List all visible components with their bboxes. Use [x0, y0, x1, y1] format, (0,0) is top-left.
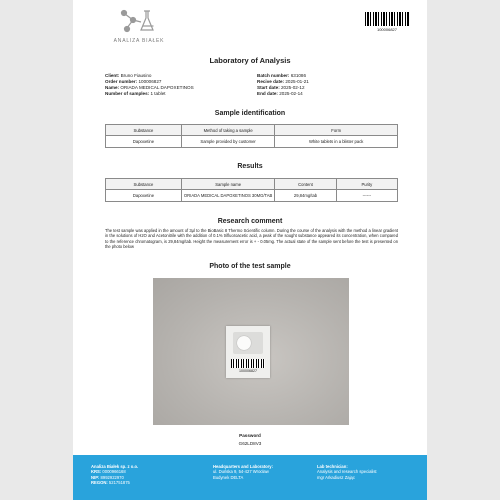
tech-title: Lab technician:	[317, 464, 348, 469]
recive-label: Recive date:	[257, 79, 285, 84]
sample-barcode	[231, 359, 265, 368]
table-header-cell: Substance	[106, 179, 182, 190]
company-name: Analiza Białek sp. z o.o.	[91, 464, 139, 469]
results-table	[105, 178, 398, 202]
batch-value: 631086	[290, 73, 307, 78]
table-header-cell: Sample name	[181, 179, 274, 190]
table-row	[106, 190, 398, 202]
table-cell: 29,84mg/tab	[275, 190, 336, 202]
table-row	[106, 136, 398, 148]
recive-value: 2025-01-21	[285, 79, 309, 84]
table-cell: Dapoxetine	[106, 190, 182, 202]
hq-title: Headquarters and Laboratory:	[213, 464, 274, 469]
footer-company	[91, 464, 138, 486]
password-value: G62LD8V3	[238, 441, 262, 446]
hq-address: ul. Duńska 9, 54-427 Wrocław	[213, 469, 269, 475]
client-label: Client:	[105, 73, 120, 78]
tech-role: Analysis and research specialist	[317, 469, 377, 475]
batch-info	[257, 73, 309, 97]
research-comment-text: The test sample was applied in the amount of 3μl to the BioBasic 8 Thermo Scientific column. During the course of the analysis with the method a linear gradient in the solutions of H2O and Acetonitrile with the addition of 0.1% trifluoroacetic acid, a peak of the sought substance appeared its concentration, when compared to the reference chromatogram, is 29,84mg/tab. Height the measurement error is + - 0.05mg. The actual state of the sample sent before the test is presented on the photo below	[105, 228, 398, 250]
sample-identification-title: Sample identification	[214, 110, 286, 117]
report-title: Laboratory of Analysis	[209, 56, 291, 65]
batch-label: Batch number:	[257, 73, 290, 78]
table-header-cell: Method of taking a sample	[181, 125, 274, 136]
nip-label: NIP:	[91, 474, 100, 480]
nip-value: 8992922970	[100, 474, 124, 480]
footer-headquarters	[213, 464, 273, 480]
client-info	[105, 73, 194, 97]
table-header-cell: Form	[275, 125, 398, 136]
footer-technician	[317, 464, 377, 480]
regon-label: REGON:	[91, 480, 108, 486]
test-sample-photo	[153, 278, 349, 425]
hq-building: Budynek DELTA	[213, 474, 244, 480]
regon-value: 521751875	[108, 480, 130, 486]
barcode-bars	[365, 12, 409, 26]
table-cell: ORIADA MEDICAL DAPOXETINOS 30MG/TAB	[181, 190, 274, 202]
order-label: Order number:	[105, 79, 138, 84]
end-value: 2025-02-14	[279, 91, 303, 96]
table-header-cell: Purity	[336, 179, 397, 190]
research-comment-title: Research comment	[217, 218, 283, 225]
tech-name: mgr Arkadiusz Zając	[317, 474, 355, 480]
table-header-row	[106, 125, 398, 136]
tablet-icon	[237, 336, 251, 350]
table-cell: Dapoxetine	[106, 136, 182, 148]
sample-card	[226, 326, 270, 378]
end-label: End date:	[257, 91, 278, 96]
start-label: Start date:	[257, 85, 280, 90]
name-label: Name:	[105, 85, 120, 90]
sample-barcode-number: 100006827	[239, 369, 257, 373]
password-label: Password	[239, 433, 261, 438]
logo-text: ANALIZA BIAŁEK	[113, 38, 165, 44]
flask-logo-icon	[119, 8, 159, 36]
report-page	[73, 0, 427, 500]
start-value: 2025-02-12	[281, 85, 305, 90]
order-barcode	[365, 12, 409, 32]
photo-title: Photo of the test sample	[209, 263, 291, 270]
company-logo	[99, 8, 179, 44]
samples-value: 1 tablet	[150, 91, 166, 96]
table-header-cell: Substance	[106, 125, 182, 136]
name-value: ORIADA MEDICAL DAPOXETINOS	[120, 85, 194, 90]
footer	[73, 455, 427, 500]
table-header-row	[106, 179, 398, 190]
krs-value: 0000966168	[102, 469, 126, 475]
client-value: Bruno Fiausino	[120, 73, 152, 78]
table-cell: Sample provided by customer	[181, 136, 274, 148]
table-header-cell: Content	[275, 179, 336, 190]
order-value: 100006827	[138, 79, 162, 84]
samples-label: Number of samples:	[105, 91, 150, 96]
table-cell: ------	[336, 190, 397, 202]
krs-label: KRS:	[91, 469, 102, 475]
sample-identification-table	[105, 124, 398, 148]
barcode-number: 100006827	[376, 27, 398, 32]
results-title: Results	[237, 163, 263, 170]
table-cell: White tablets in a blister pack	[275, 136, 398, 148]
